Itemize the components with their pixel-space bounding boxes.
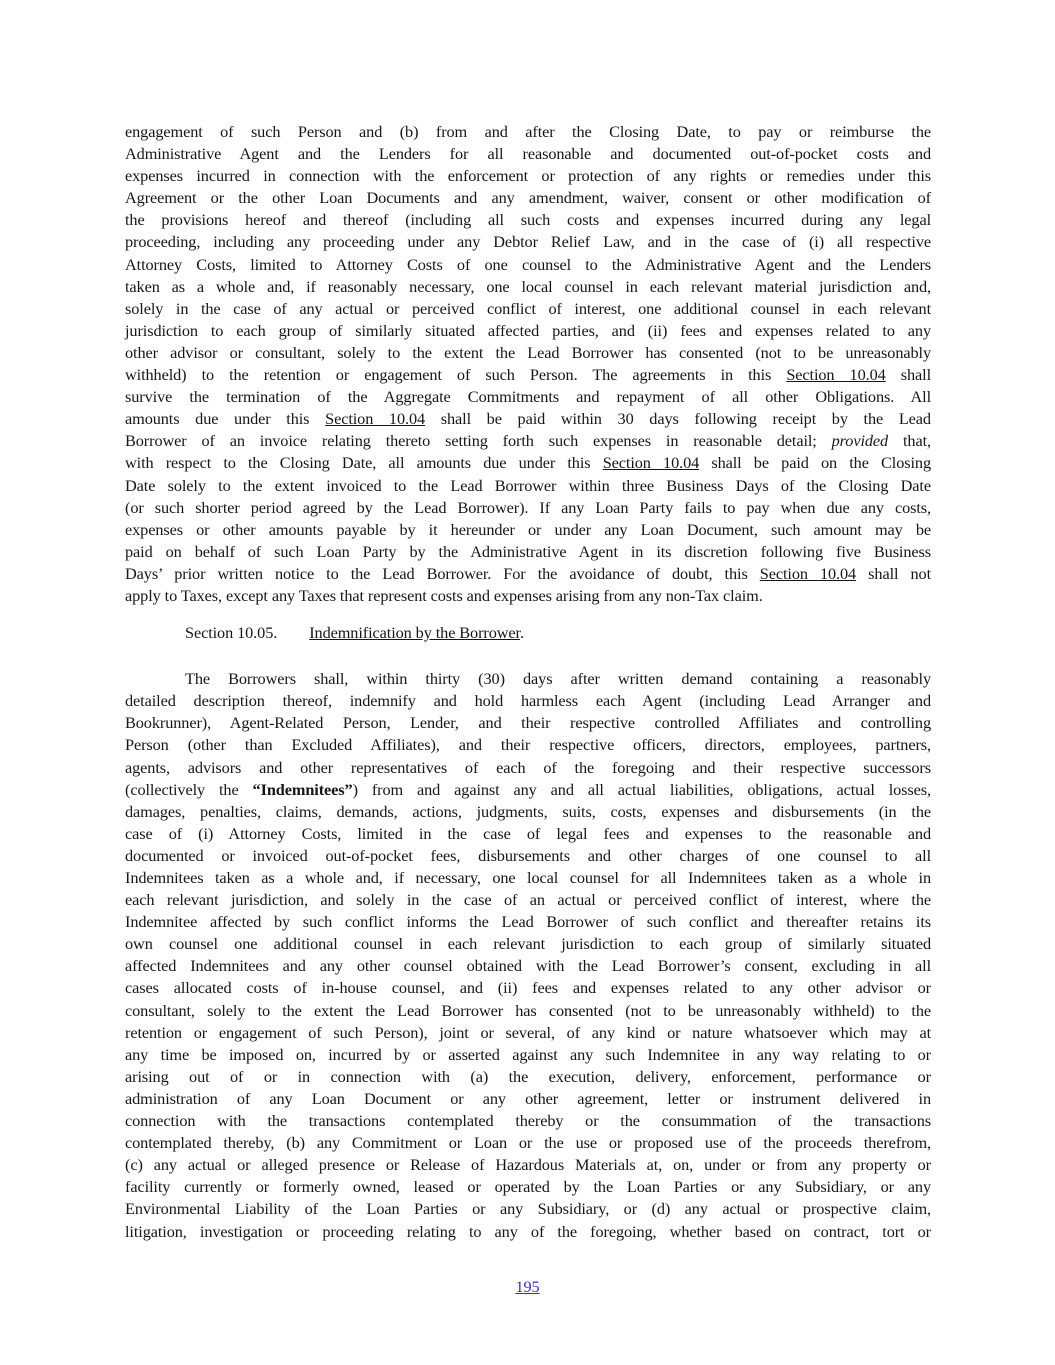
paragraph-section-10-04-continuation: [125, 121, 931, 607]
text-line: [125, 1198, 931, 1220]
text-line: [125, 1088, 931, 1110]
text-segment: paid on behalf of such Loan Party by the Administrative Agent in its discretion following five Business: [125, 541, 931, 561]
text-line: [125, 757, 931, 779]
text-segment: administration of any Loan Document or any other agreement, letter or instrument delivered in: [125, 1088, 931, 1108]
text-segment: solely in the case of any actual or perceived conflict of interest, one additional counsel in each relevant: [125, 298, 931, 318]
text-segment: apply to Taxes, except any Taxes that represent costs and expenses arising from any non-Tax claim.: [125, 585, 763, 605]
section-heading: [125, 622, 931, 644]
text-line: [125, 165, 931, 187]
text-segment: each relevant jurisdiction, and solely in the case of an actual or perceived conflict of interest, where the: [125, 890, 931, 910]
text-segment: contemplated thereby, (b) any Commitment or Loan or the use or proposed use of the proceeds therefrom,: [125, 1133, 931, 1153]
text-line: [125, 1176, 931, 1198]
text-line: [125, 977, 931, 999]
text-line: [125, 1132, 931, 1154]
section-title: Indemnification by the Borrower: [309, 623, 520, 643]
text-segment: facility currently or formerly owned, leased or operated by the Loan Parties or any Subsidiary, or any: [125, 1177, 931, 1197]
text-segment: cases allocated costs of in-house counsel, and (ii) fees and expenses related to any other advisor or: [125, 978, 931, 998]
text-segment: (c) any actual or alleged presence or Release of Hazardous Materials at, on, under or from any property or: [125, 1155, 931, 1175]
text-segment: consultant, solely to the extent the Lead Borrower has consented (not to be unreasonably withheld) to the: [125, 1000, 931, 1020]
text-segment: any time be imposed on, incurred by or asserted against any such Indemnitee in any way relating to or: [125, 1044, 931, 1064]
text-line: [125, 690, 931, 712]
text-line: [125, 187, 931, 209]
text-line: [125, 320, 931, 342]
text-line: [125, 845, 931, 867]
text-line: [125, 801, 931, 823]
text-segment: shall be paid on the Closing: [699, 453, 931, 473]
text-line: [125, 867, 931, 889]
cross-reference: Section 10.04: [759, 563, 857, 583]
text-segment: Indemnitees taken as a whole and, if necessary, one local counsel for all Indemnitees taken as a whole in: [125, 868, 931, 887]
text-line: [125, 342, 931, 364]
text-segment: taken as a whole and, if reasonably necessary, one local counsel in each relevant material jurisdiction and,: [125, 276, 931, 296]
text-line: [125, 1110, 931, 1132]
text-segment: litigation, investigation or proceeding relating to any of the foregoing, whether based on contract, tort or: [125, 1221, 931, 1241]
section-title-period: .: [519, 623, 524, 643]
cross-reference: Section 10.04: [786, 365, 886, 385]
text-line: [125, 1044, 931, 1066]
text-segment: Date solely to the extent invoiced to the Lead Borrower within three Business Days of the Closing Date: [125, 475, 931, 495]
text-line: [125, 933, 931, 955]
text-segment: connection with the transactions contemplated thereby or the consummation of the transactions: [125, 1111, 931, 1131]
text-line: [125, 668, 931, 690]
text-segment: engagement of such Person and (b) from and after the Closing Date, to pay or reimburse the: [125, 122, 931, 141]
text-segment: other advisor or consultant, solely to the extent the Lead Borrower has consented (not to be unreasonably: [125, 342, 931, 362]
page-content: [125, 121, 931, 1243]
text-line: [125, 430, 931, 452]
text-line: [125, 276, 931, 298]
text-line: [125, 452, 931, 474]
text-line: [125, 1154, 931, 1176]
text-line: [125, 1066, 931, 1088]
text-segment: detailed description thereof, indemnify and hold harmless each Agent (including Lead Arranger and: [125, 691, 931, 711]
text-line: [125, 408, 931, 430]
text-segment: that,: [888, 431, 931, 451]
text-line: [125, 475, 931, 497]
text-line: [125, 386, 931, 408]
text-segment: case of (i) Attorney Costs, limited in the case of legal fees and expenses to the reasonable and: [125, 823, 931, 843]
text-segment: shall not: [856, 563, 931, 583]
text-segment: provided: [831, 431, 889, 451]
text-segment: Borrower of an invoice relating thereto setting forth such expenses in reasonable detail;: [125, 431, 832, 451]
cross-reference: Section 10.04: [325, 409, 426, 429]
text-segment: with respect to the Closing Date, all amounts due under this: [125, 453, 603, 473]
text-segment: arising out of or in connection with (a) the execution, delivery, enforcement, performance or: [125, 1066, 931, 1086]
text-segment: proceeding, including any proceeding under any Debtor Relief Law, and in the case of (i) all respective: [125, 232, 931, 252]
text-line: [125, 1000, 931, 1022]
text-line: [125, 298, 931, 320]
text-line: [125, 497, 931, 519]
text-segment: own counsel one additional counsel in each relevant jurisdiction to each group of similarly situated: [125, 934, 931, 954]
text-segment: (collectively the: [125, 779, 253, 799]
text-segment: Attorney Costs, limited to Attorney Costs of one counsel to the Administrative Agent and the Lenders: [125, 254, 931, 274]
cross-reference: Section 10.04: [602, 453, 700, 473]
text-segment: agents, advisors and other representatives of each of the foregoing and their respective successors: [125, 757, 931, 777]
section-number: Section 10.05.: [185, 623, 278, 643]
text-line: [125, 734, 931, 756]
text-line: [125, 779, 931, 801]
text-segment: Indemnitee affected by such conflict informs the Lead Borrower of such conflict and thereafter retains its: [125, 912, 931, 932]
text-segment: withheld) to the retention or engagement of such Person. The agreements in this: [125, 365, 787, 385]
text-line: [125, 712, 931, 734]
text-line: [125, 823, 931, 845]
page-number-link[interactable]: 195: [515, 1277, 540, 1296]
text-segment: (or such shorter period agreed by the Lead Borrower). If any Loan Party fails to pay when due any costs,: [125, 497, 931, 517]
page-footer: [0, 1276, 1055, 1298]
text-line: [125, 364, 931, 386]
text-line: [125, 254, 931, 276]
text-segment: expenses incurred in connection with the enforcement or protection of any rights or remedies under this: [125, 166, 931, 186]
text-line: [125, 1221, 931, 1243]
text-segment: Bookrunner), Agent-Related Person, Lender, and their respective controlled Affiliates and controlling: [125, 713, 931, 733]
text-segment: the provisions hereof and thereof (including all such costs and expenses incurred during any legal: [125, 210, 931, 230]
text-line: [125, 143, 931, 165]
text-segment: Person (other than Excluded Affiliates), and their respective officers, directors, employees, partners,: [125, 735, 931, 755]
text-segment: shall: [885, 365, 931, 385]
text-segment: retention or engagement of such Person), joint or several, of any kind or nature whatsoever which may at: [125, 1022, 931, 1042]
text-segment: ) from and against any and all actual liabilities, obligations, actual losses,: [352, 779, 931, 799]
text-line: [125, 231, 931, 253]
text-segment: documented or invoiced out-of-pocket fees, disbursements and other charges of one counsel to all: [125, 845, 931, 865]
text-segment: Agreement or the other Loan Documents and any amendment, waiver, consent or other modification of: [125, 188, 931, 208]
text-line: [125, 1022, 931, 1044]
text-line: [125, 541, 931, 563]
text-line: [125, 209, 931, 231]
text-line: [125, 585, 931, 607]
text-line: [125, 563, 931, 585]
text-line: [125, 955, 931, 977]
text-segment: amounts due under this: [125, 409, 326, 429]
text-line: [125, 121, 931, 143]
text-segment: The Borrowers shall, within thirty (30) days after written demand containing a reasonably: [185, 669, 931, 689]
text-segment: jurisdiction to each group of similarly situated affected parties, and (ii) fees and expenses related to any: [125, 320, 931, 340]
text-segment: expenses or other amounts payable by it hereunder or under any Loan Document, such amount may be: [125, 519, 931, 539]
text-segment: Environmental Liability of the Loan Parties or any Subsidiary, or (d) any actual or prospective claim,: [125, 1199, 931, 1219]
text-segment: Administrative Agent and the Lenders for all reasonable and documented out-of-pocket costs and: [125, 144, 931, 164]
text-segment: damages, penalties, claims, demands, actions, judgments, suits, costs, expenses and disbursements (in the: [125, 801, 931, 821]
text-line: [125, 889, 931, 911]
text-segment: “Indemnitees”: [252, 779, 353, 799]
text-line: [125, 519, 931, 541]
paragraph-indemnification: [125, 668, 931, 1242]
text-line: [125, 911, 931, 933]
text-segment: shall be paid within 30 days following receipt by the Lead: [425, 409, 931, 429]
text-segment: Days’ prior written notice to the Lead Borrower. For the avoidance of doubt, this: [125, 563, 760, 583]
text-segment: affected Indemnitees and any other counsel obtained with the Lead Borrower’s consent, excluding in all: [125, 956, 931, 976]
text-segment: survive the termination of the Aggregate Commitments and repayment of all other Obligations. All: [125, 387, 931, 407]
